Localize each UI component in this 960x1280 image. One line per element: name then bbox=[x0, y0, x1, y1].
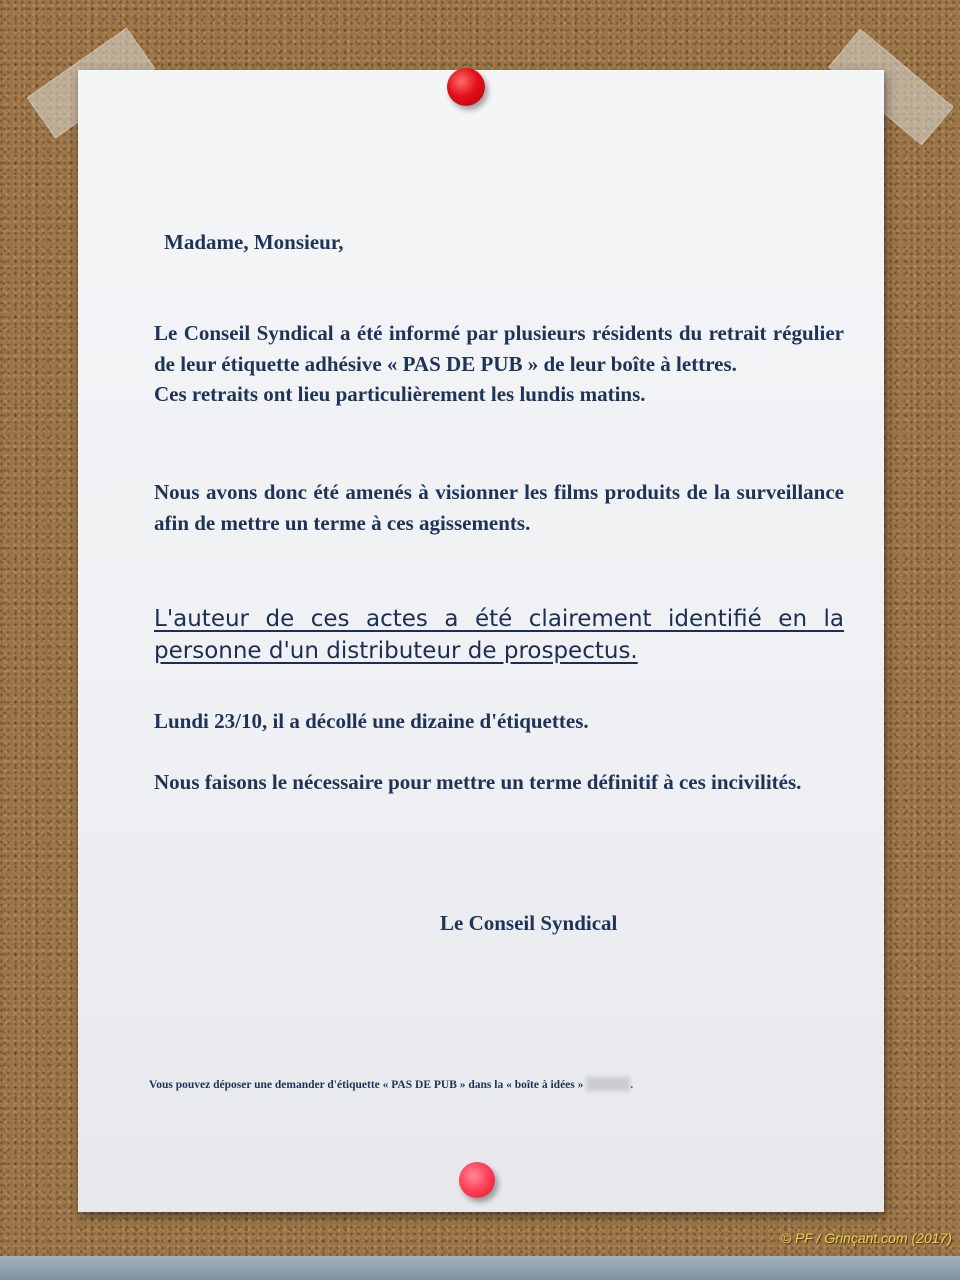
paragraph-incident: Lundi 23/10, il a décollé une dizaine d'étiquettes. bbox=[154, 709, 589, 733]
paragraph-identified: L'auteur de ces actes a été clairement identifié en la personne d'un distributeur de prospectus. bbox=[154, 606, 844, 664]
photo-credit: © PF / Grinçant.com (2017) bbox=[780, 1230, 952, 1246]
signature: Le Conseil Syndical bbox=[440, 911, 618, 935]
board-frame-edge bbox=[0, 1256, 960, 1280]
greeting: Madame, Monsieur, bbox=[164, 230, 344, 254]
paragraph-action: Nous faisons le nécessaire pour mettre un terme définitif à ces incivilités. bbox=[154, 770, 802, 794]
red-pushpin-icon bbox=[447, 68, 485, 106]
footer-note-end: . bbox=[630, 1079, 634, 1091]
footer-note bbox=[149, 1077, 633, 1091]
paragraph-surveillance: Nous avons donc été amenés à visionner les films produits de la surveillance afin de mettre un terme à ces agissements. bbox=[154, 480, 844, 535]
paragraph-report bbox=[154, 318, 844, 410]
redacted-block bbox=[586, 1077, 630, 1091]
footer-note-text: Vous pouvez déposer une demander d'étiquette « PAS DE PUB » dans la « boîte à idées » bbox=[149, 1079, 584, 1091]
paragraph-report-text: Le Conseil Syndical a été informé par plusieurs résidents du retrait régulier de leur étiquette adhésive « PAS DE PUB » de leur boîte à lettres. bbox=[154, 321, 844, 376]
paragraph-report-timing: Ces retraits ont lieu particulièrement les lundis matins. bbox=[154, 382, 646, 406]
pink-pushpin-icon bbox=[459, 1162, 495, 1198]
